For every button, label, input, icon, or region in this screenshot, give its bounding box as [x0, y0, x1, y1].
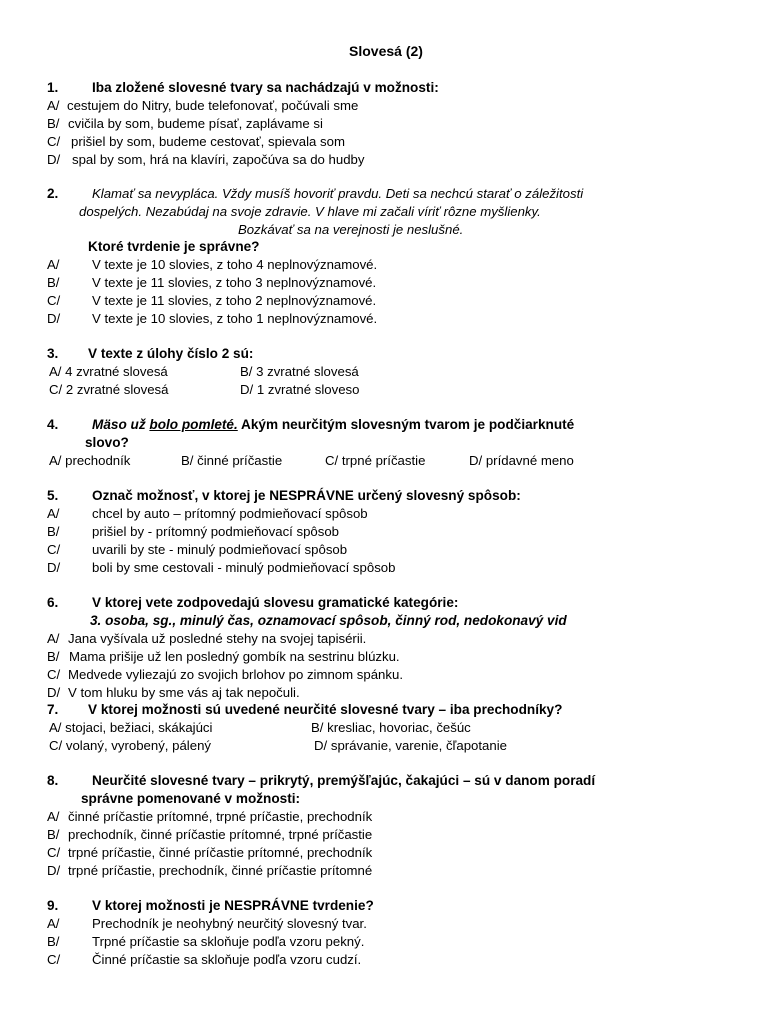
q4-option-a: A/ prechodník	[49, 453, 131, 468]
q2-option-b: V texte je 11 slovies, z toho 3 neplnovýznamové.	[92, 275, 377, 290]
q2-option-a-letter: A/	[47, 257, 60, 272]
q1-number: 1.	[47, 80, 59, 95]
q4-text-line2: slovo?	[85, 435, 129, 450]
q8-text-line2: správne pomenované v možnosti:	[81, 791, 301, 806]
q1-option-b-letter: B/	[47, 116, 60, 131]
page-title: Slovesá (2)	[349, 43, 423, 59]
q8-number: 8.	[47, 773, 59, 788]
q4-option-c: C/ trpné príčastie	[325, 453, 426, 468]
q1-option-d: spal by som, hrá na klavíri, započúva sa do hudby	[72, 152, 365, 167]
q5-option-d: boli by sme cestovali - minulý podmieňovací spôsob	[92, 560, 396, 575]
q6-option-a: Jana vyšívala už posledné stehy na svojej tapisérii.	[68, 631, 367, 646]
q8-text: Neurčité slovesné tvary – prikrytý, premýšľajúc, čakajúci – sú v danom poradí	[92, 773, 596, 788]
q9-option-b: Trpné príčastie sa skloňuje podľa vzoru pekný.	[92, 934, 365, 949]
q9-text: V ktorej možnosti je NESPRÁVNE tvrdenie?	[92, 898, 374, 913]
q4-option-b: B/ činné príčastie	[181, 453, 283, 468]
q6-option-b-letter: B/	[47, 649, 60, 664]
q7-option-c: C/ volaný, vyrobený, pálený	[49, 738, 211, 753]
q2-option-c: V texte je 11 slovies, z toho 2 neplnovýznamové.	[92, 293, 377, 308]
q1-option-b: cvičila by som, budeme písať, zaplávame si	[68, 116, 323, 131]
q5-option-c-letter: C/	[47, 542, 61, 557]
q7-option-d: D/ správanie, varenie, čľapotanie	[314, 738, 507, 753]
q6-option-b: Mama prišije už len posledný gombík na sestrinu blúzku.	[69, 649, 400, 664]
q2-option-c-letter: C/	[47, 293, 61, 308]
q2-passage-line: dospelých. Nezabúdaj na svoje zdravie. V hlave mi začali víriť rôzne myšlienky.	[79, 204, 541, 219]
q5-option-b: prišiel by - prítomný podmieňovací spôsob	[92, 524, 340, 539]
q7-text: V ktorej možnosti sú uvedené neurčité slovesné tvary – iba prechodníky?	[88, 702, 563, 717]
q2-passage-line: Klamať sa nevypláca. Vždy musíš hovoriť pravdu. Deti sa nechcú starať o záležitosti	[92, 186, 584, 201]
q6-option-c: Medvede vyliezajú zo svojich brlohov po zimnom spánku.	[68, 667, 403, 682]
q6-option-c-letter: C/	[47, 667, 61, 682]
q9-option-a-letter: A/	[47, 916, 60, 931]
q3-text: V texte z úlohy číslo 2 sú:	[88, 346, 254, 361]
q5-option-a: chcel by auto – prítomný podmieňovací spôsob	[92, 506, 368, 521]
q7-number: 7.	[47, 702, 59, 717]
q8-option-b-letter: B/	[47, 827, 60, 842]
q5-option-d-letter: D/	[47, 560, 61, 575]
q6-option-d: V tom hluku by sme vás aj tak nepočuli.	[68, 685, 300, 700]
q5-option-c: uvarili by ste - minulý podmieňovací spôsob	[92, 542, 348, 557]
q9-option-b-letter: B/	[47, 934, 60, 949]
q3-option-d: D/ 1 zvratné sloveso	[240, 382, 360, 397]
q1-text: Iba zložené slovesné tvary sa nachádzajú v možnosti:	[92, 80, 439, 95]
q8-option-b: prechodník, činné príčastie prítomné, trpné príčastie	[68, 827, 373, 842]
q8-option-c: trpné príčastie, činné príčastie prítomné, prechodník	[68, 845, 373, 860]
q1-option-a-letter: A/	[47, 98, 60, 113]
q3-number: 3.	[47, 346, 59, 361]
q8-option-a-letter: A/	[47, 809, 60, 824]
q6-number: 6.	[47, 595, 59, 610]
q1-option-c: prišiel by som, budeme cestovať, spievala som	[71, 134, 345, 149]
q3-option-a: A/ 4 zvratné slovesá	[49, 364, 168, 379]
q1-option-d-letter: D/	[47, 152, 61, 167]
q7-option-a: A/ stojaci, bežiaci, skákajúci	[49, 720, 213, 735]
q4-number: 4.	[47, 417, 59, 432]
q1-option-c-letter: C/	[47, 134, 61, 149]
q9-option-c-letter: C/	[47, 952, 61, 967]
q2-option-d-letter: D/	[47, 311, 61, 326]
q8-option-c-letter: C/	[47, 845, 61, 860]
q2-number: 2.	[47, 186, 59, 201]
q8-option-d: trpné príčastie, prechodník, činné príčastie prítomné	[68, 863, 373, 878]
q9-number: 9.	[47, 898, 59, 913]
q5-text: Označ možnosť, v ktorej je NESPRÁVNE určený slovesný spôsob:	[92, 488, 521, 503]
q8-option-a: činné príčastie prítomné, trpné príčastie, prechodník	[68, 809, 373, 824]
q4-underlined-phrase: bolo pomleté.	[149, 417, 238, 432]
q6-categories: 3. osoba, sg., minulý čas, oznamovací spôsob, činný rod, nedokonavý vid	[90, 613, 567, 628]
q4-text-italic: Mäso už	[92, 417, 150, 432]
q6-option-d-letter: D/	[47, 685, 61, 700]
q2-question: Ktoré tvrdenie je správne?	[88, 239, 260, 254]
q6-text: V ktorej vete zodpovedajú slovesu gramatické kategórie:	[92, 595, 459, 610]
q3-option-b: B/ 3 zvratné slovesá	[240, 364, 359, 379]
q2-passage-line: Bozkávať sa na verejnosti je neslušné.	[238, 222, 464, 237]
q2-option-a: V texte je 10 slovies, z toho 4 neplnovýznamové.	[92, 257, 378, 272]
q2-option-d: V texte je 10 slovies, z toho 1 neplnovýznamové.	[92, 311, 378, 326]
q9-option-a: Prechodník je neohybný neurčitý slovesný tvar.	[92, 916, 367, 931]
q4-text-rest: Akým neurčitým slovesným tvarom je podčiarknuté	[237, 417, 575, 432]
q1-option-a: cestujem do Nitry, bude telefonovať, počúvali sme	[67, 98, 359, 113]
q5-option-b-letter: B/	[47, 524, 60, 539]
q2-option-b-letter: B/	[47, 275, 60, 290]
q6-option-a-letter: A/	[47, 631, 60, 646]
q8-option-d-letter: D/	[47, 863, 61, 878]
q4-text	[92, 416, 574, 434]
q7-option-b: B/ kresliac, hovoriac, češúc	[311, 720, 471, 735]
q3-option-c: C/ 2 zvratné slovesá	[49, 382, 169, 397]
q5-number: 5.	[47, 488, 59, 503]
q4-option-d: D/ prídavné meno	[469, 453, 574, 468]
q9-option-c: Činné príčastie sa skloňuje podľa vzoru cudzí.	[92, 952, 362, 967]
q5-option-a-letter: A/	[47, 506, 60, 521]
